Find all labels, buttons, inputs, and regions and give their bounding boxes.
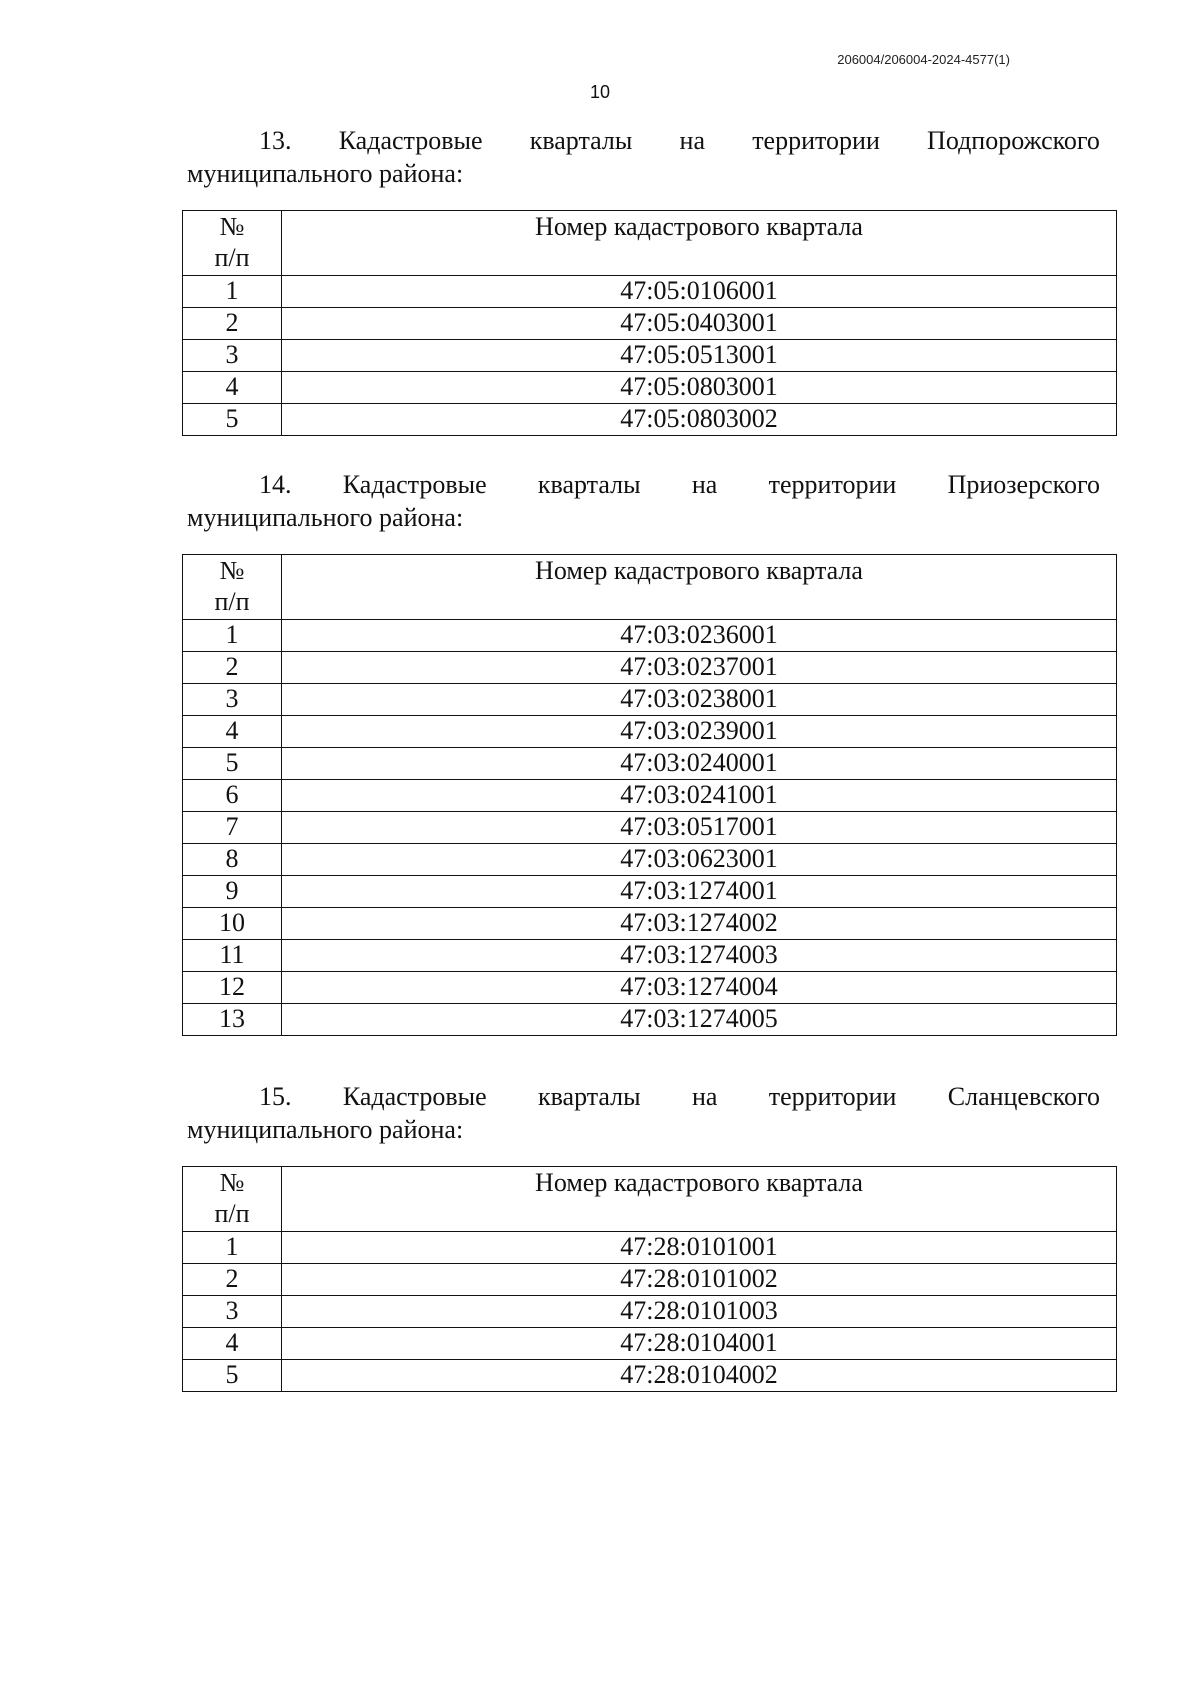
cadastre-code-cell: 47:05:0513001	[282, 340, 1117, 372]
cadastre-code-cell: 47:05:0106001	[282, 276, 1117, 308]
column-header-cadastre: Номер кадастрового квартала	[282, 555, 1117, 620]
table-row	[183, 372, 1117, 404]
cadastre-table	[182, 554, 1117, 1036]
section-15	[187, 1080, 1107, 1392]
cadastre-code-cell: 47:03:0239001	[282, 716, 1117, 748]
table-header-row	[183, 1167, 1117, 1232]
table-row	[183, 780, 1117, 812]
row-number-cell: 4	[183, 1328, 282, 1360]
cadastre-code-cell: 47:28:0101002	[282, 1264, 1117, 1296]
row-number-cell: 10	[183, 908, 282, 940]
row-number-cell: 3	[183, 684, 282, 716]
cadastre-code-cell: 47:28:0104002	[282, 1360, 1117, 1392]
heading-word: Подпорожского	[927, 126, 1100, 155]
table-row	[183, 844, 1117, 876]
row-number-cell: 13	[183, 1004, 282, 1036]
column-header-number: № п/п	[183, 1167, 282, 1232]
cadastre-code-cell: 47:28:0101003	[282, 1296, 1117, 1328]
table-row	[183, 620, 1117, 652]
row-number-cell: 12	[183, 972, 282, 1004]
section-14	[187, 468, 1107, 1036]
cadastre-code-cell: 47:03:0623001	[282, 844, 1117, 876]
cadastre-code-cell: 47:03:1274002	[282, 908, 1117, 940]
cadastre-code-cell: 47:03:1274004	[282, 972, 1117, 1004]
row-number-cell: 5	[183, 1360, 282, 1392]
table-header-row	[183, 555, 1117, 620]
heading-word: Кадастровые	[338, 126, 483, 155]
row-number-cell: 1	[183, 620, 282, 652]
table-row	[183, 340, 1117, 372]
table-body	[183, 1232, 1117, 1392]
table-row	[183, 1296, 1117, 1328]
cadastre-table	[182, 210, 1117, 436]
table-row	[183, 972, 1117, 1004]
table-row	[183, 1004, 1117, 1036]
heading-word: территории	[752, 126, 880, 155]
section-heading	[187, 1080, 1100, 1146]
table-row	[183, 716, 1117, 748]
section-13	[187, 124, 1107, 436]
heading-word: 15.	[259, 1082, 292, 1111]
row-number-cell: 5	[183, 748, 282, 780]
page-number: 10	[589, 82, 611, 102]
row-number-cell: 2	[183, 652, 282, 684]
document-id: 206004/206004-2024-4577(1)	[837, 52, 1010, 67]
row-number-cell: 11	[183, 940, 282, 972]
heading-word: 14.	[259, 470, 292, 499]
heading-word: кварталы	[537, 1082, 641, 1111]
heading-word: Кадастровые	[342, 1082, 487, 1111]
row-number-cell: 5	[183, 404, 282, 436]
cadastre-code-cell: 47:28:0104001	[282, 1328, 1117, 1360]
heading-word: кварталы	[537, 470, 641, 499]
table-row	[183, 404, 1117, 436]
heading-line-2: муниципального района:	[187, 1115, 464, 1144]
cadastre-code-cell: 47:03:0238001	[282, 684, 1117, 716]
column-header-cadastre: Номер кадастрового квартала	[282, 1167, 1117, 1232]
table-row	[183, 812, 1117, 844]
row-number-cell: 1	[183, 276, 282, 308]
cadastre-code-cell: 47:03:1274003	[282, 940, 1117, 972]
row-number-cell: 2	[183, 1264, 282, 1296]
cadastre-code-cell: 47:03:1274005	[282, 1004, 1117, 1036]
heading-word: на	[679, 126, 705, 155]
table-row	[183, 748, 1117, 780]
row-number-cell: 1	[183, 1232, 282, 1264]
cadastre-code-cell: 47:05:0803002	[282, 404, 1117, 436]
table-row	[183, 1360, 1117, 1392]
row-number-cell: 3	[183, 340, 282, 372]
cadastre-code-cell: 47:05:0403001	[282, 308, 1117, 340]
column-header-cadastre: Номер кадастрового квартала	[282, 211, 1117, 276]
heading-word: Кадастровые	[342, 470, 487, 499]
row-number-cell: 6	[183, 780, 282, 812]
cadastre-code-cell: 47:03:0237001	[282, 652, 1117, 684]
table-row	[183, 876, 1117, 908]
heading-word: на	[691, 1082, 718, 1111]
table-row	[183, 276, 1117, 308]
column-header-number: № п/п	[183, 211, 282, 276]
cadastre-code-cell: 47:03:0241001	[282, 780, 1117, 812]
table-row	[183, 1264, 1117, 1296]
table-row	[183, 1328, 1117, 1360]
cadastre-code-cell: 47:28:0101001	[282, 1232, 1117, 1264]
table-row	[183, 684, 1117, 716]
row-number-cell: 4	[183, 372, 282, 404]
heading-word: на	[691, 470, 718, 499]
table-row	[183, 1232, 1117, 1264]
cadastre-code-cell: 47:03:0517001	[282, 812, 1117, 844]
heading-word: Приозерского	[947, 470, 1100, 499]
table-body	[183, 620, 1117, 1036]
cadastre-table	[182, 1166, 1117, 1392]
heading-line-2: муниципального района:	[187, 503, 464, 532]
heading-word: кварталы	[529, 126, 633, 155]
cadastre-code-cell: 47:03:0236001	[282, 620, 1117, 652]
table-header-row	[183, 211, 1117, 276]
cadastre-code-cell: 47:05:0803001	[282, 372, 1117, 404]
row-number-cell: 4	[183, 716, 282, 748]
cadastre-code-cell: 47:03:1274001	[282, 876, 1117, 908]
table-row	[183, 908, 1117, 940]
cadastre-code-cell: 47:03:0240001	[282, 748, 1117, 780]
table-row	[183, 308, 1117, 340]
row-number-cell: 9	[183, 876, 282, 908]
heading-word: территории	[768, 470, 897, 499]
table-row	[183, 652, 1117, 684]
row-number-cell: 7	[183, 812, 282, 844]
row-number-cell: 3	[183, 1296, 282, 1328]
section-heading	[187, 124, 1100, 190]
heading-word: территории	[768, 1082, 897, 1111]
table-body	[183, 276, 1117, 436]
heading-word: 13.	[259, 126, 292, 155]
heading-line-2: муниципального района:	[187, 159, 464, 188]
section-heading	[187, 468, 1100, 534]
heading-word: Сланцевского	[947, 1082, 1100, 1111]
table-row	[183, 940, 1117, 972]
row-number-cell: 8	[183, 844, 282, 876]
column-header-number: № п/п	[183, 555, 282, 620]
row-number-cell: 2	[183, 308, 282, 340]
